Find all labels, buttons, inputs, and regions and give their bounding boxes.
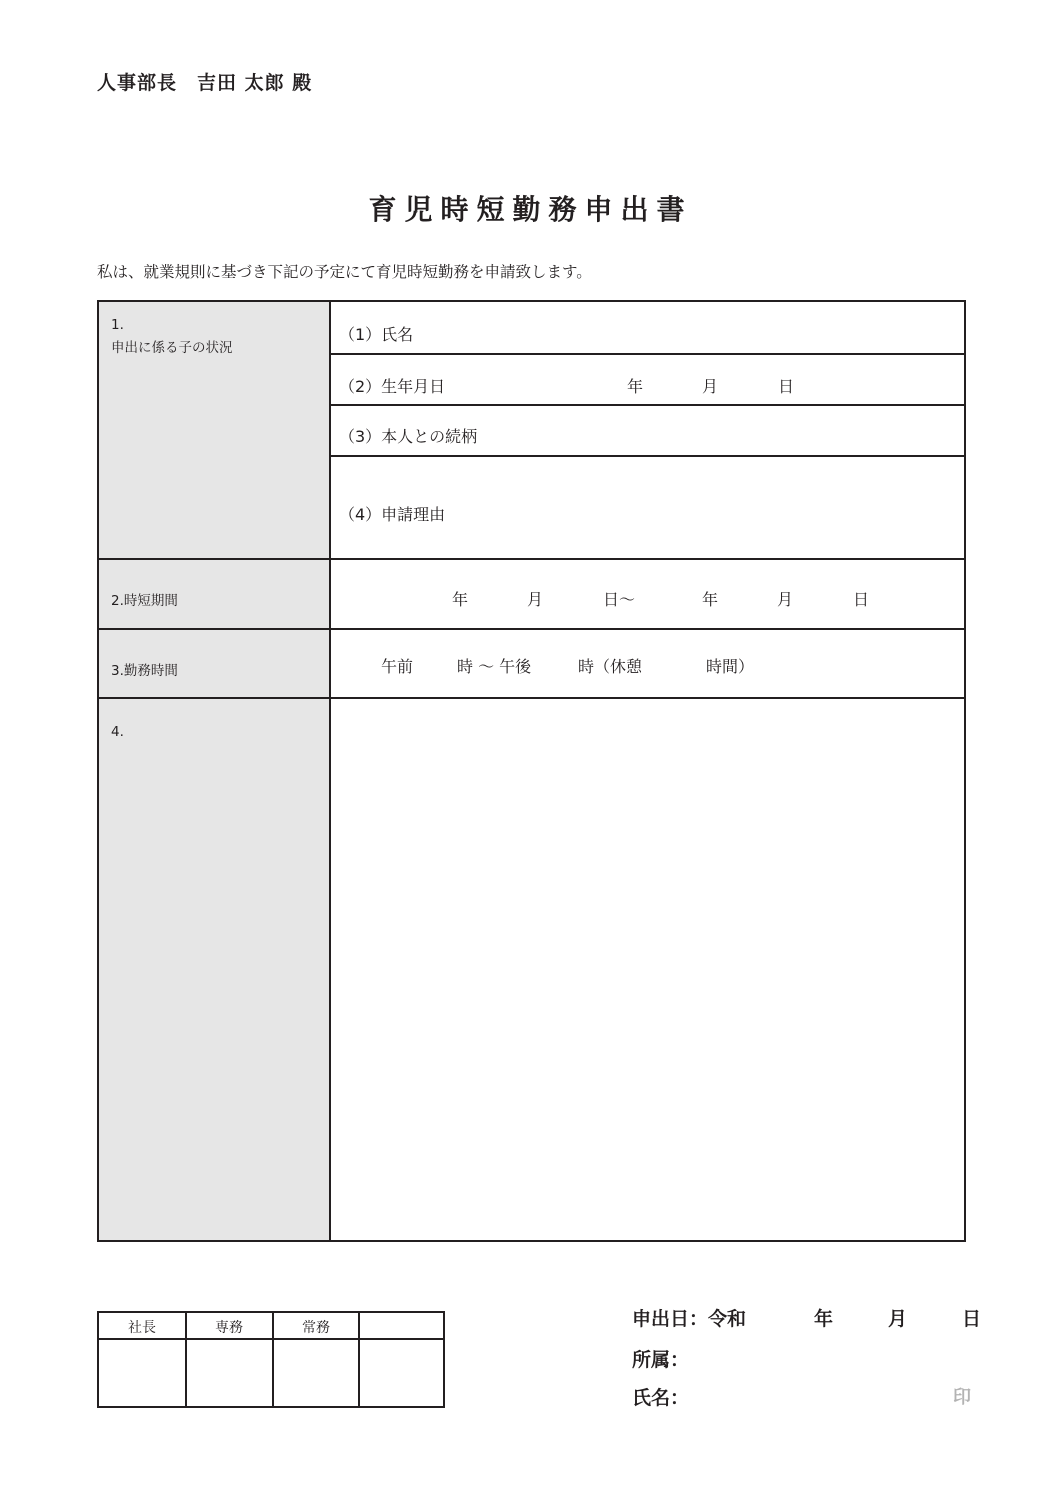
birth-day-label: 日 [778, 377, 795, 396]
period-from-day: 日～ [603, 590, 636, 609]
work-end-hour-label: 時（休憩 [578, 657, 643, 676]
approval-header-managing-director: 常務 [302, 1320, 330, 1336]
section2-label: 2.時短期間 [111, 593, 178, 609]
application-day-label: 日 [962, 1308, 982, 1330]
intro-text: 私は、就業規則に基づき下記の予定にて育児時短勤務を申請致します。 [97, 263, 592, 281]
break-hours-label: 時間） [706, 657, 755, 676]
application-form-table [97, 300, 966, 1242]
approval-stamp-table [97, 1311, 445, 1408]
period-to-day: 日 [853, 590, 870, 609]
section1-divider [99, 558, 964, 560]
relation-field[interactable]: （3）本人との続柄 [339, 427, 478, 446]
section1-label: 申出に係る子の状況 [111, 340, 233, 356]
work-start-hour-label: 時 ～ 午後 [457, 657, 532, 676]
section2-divider [99, 628, 964, 630]
section4-free-text-area[interactable] [333, 699, 964, 1240]
section4-label: 4. [111, 724, 124, 740]
approval-header-president: 社長 [128, 1320, 156, 1336]
work-am-label: 午前 [381, 657, 414, 676]
child-birthdate-field[interactable]: （2）生年月日 [339, 377, 446, 396]
application-month-label: 月 [888, 1308, 908, 1330]
period-to-month: 月 [777, 590, 794, 609]
addressee: 人事部長 吉田 太郎 殿 [97, 72, 313, 94]
application-date-label: 申出日：令和 [632, 1308, 747, 1330]
approval-stamp-cell[interactable] [274, 1340, 358, 1406]
seal-mark: 印 [953, 1387, 971, 1408]
period-to-year: 年 [702, 590, 719, 609]
application-year-label: 年 [814, 1308, 834, 1330]
approval-stamp-cell[interactable] [360, 1340, 443, 1406]
row-divider-relation [331, 455, 964, 457]
reason-field[interactable]: （4）申請理由 [339, 505, 446, 524]
approval-stamp-cell[interactable] [99, 1340, 185, 1406]
department-label: 所属： [632, 1349, 690, 1371]
child-name-field[interactable]: （1）氏名 [339, 325, 414, 344]
row-divider-name [331, 353, 964, 355]
period-from-month: 月 [527, 590, 544, 609]
birth-month-label: 月 [702, 377, 719, 396]
document-title: 育児時短勤務申出書 [368, 193, 693, 226]
approval-stamp-cell[interactable] [187, 1340, 272, 1406]
birth-year-label: 年 [627, 377, 644, 396]
section1-number: 1. [111, 317, 124, 333]
section3-label: 3.勤務時間 [111, 663, 178, 679]
approval-header-senior-director: 専務 [215, 1320, 243, 1336]
applicant-name-label: 氏名： [632, 1387, 690, 1409]
row-divider-birth [331, 404, 964, 406]
label-column [99, 302, 331, 1240]
period-from-year: 年 [452, 590, 469, 609]
